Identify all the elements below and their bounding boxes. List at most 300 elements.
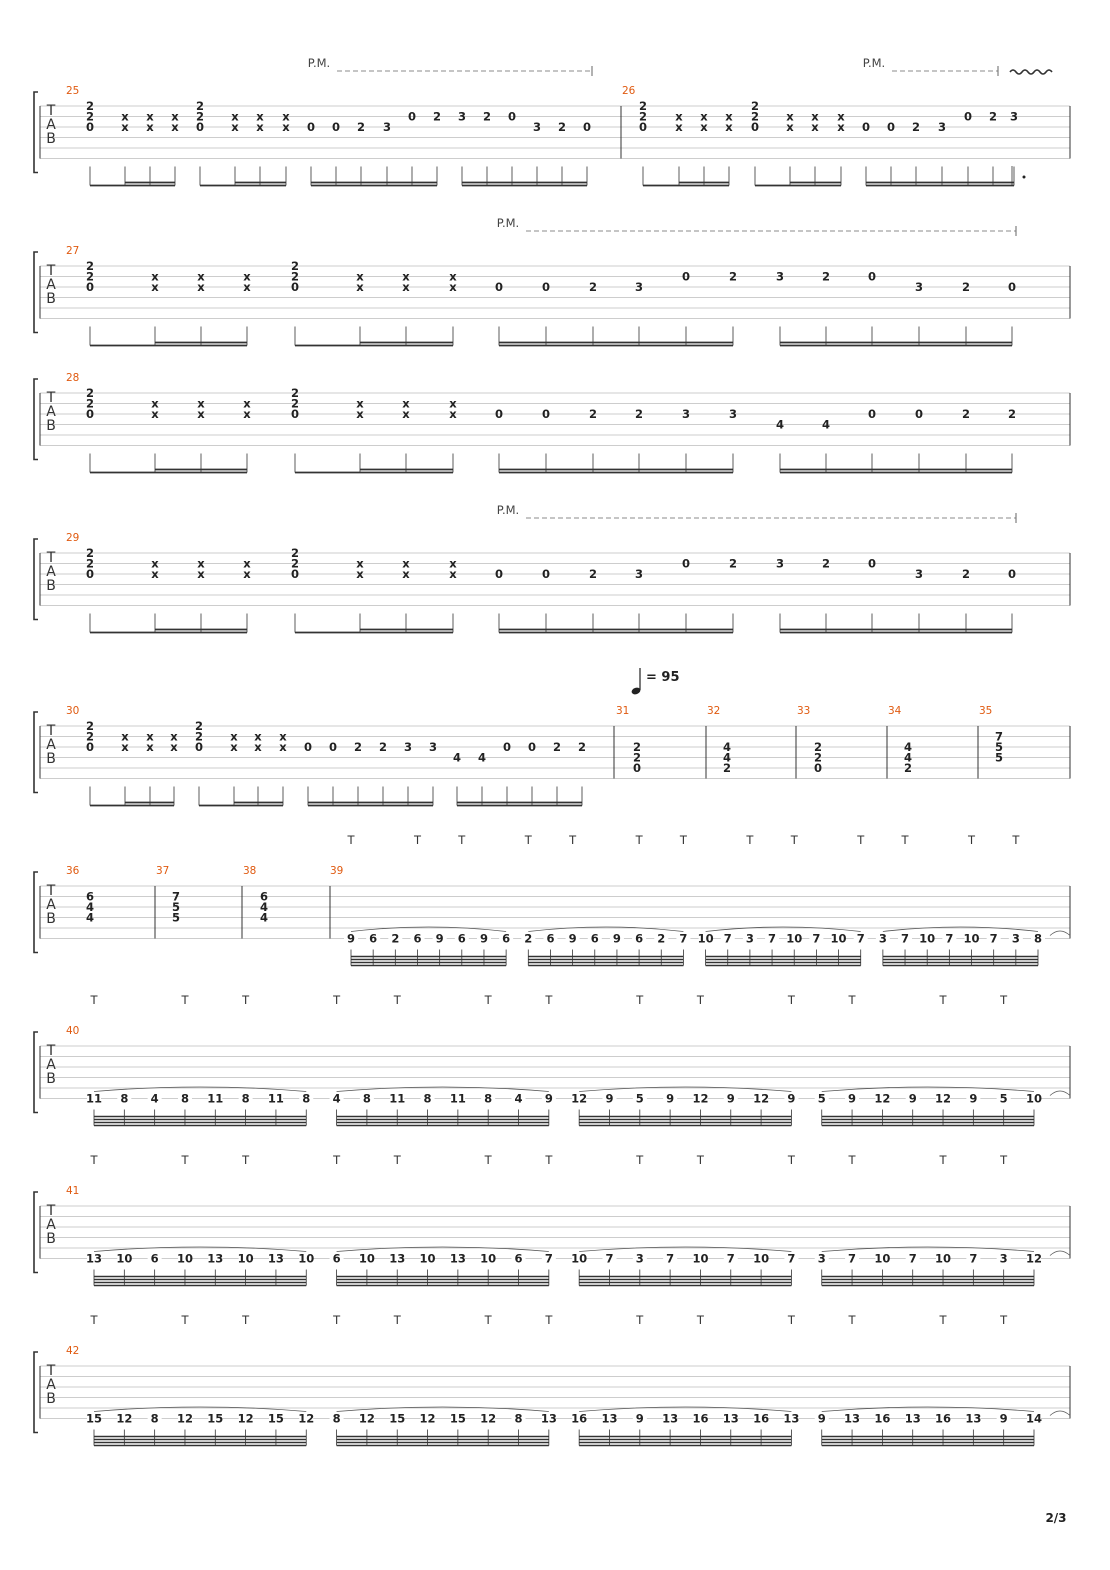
fret-number: 4 [903, 750, 913, 765]
tab-clef-b: B [46, 1231, 56, 1247]
fret-number: 0 [861, 120, 871, 134]
measure-number: 29 [66, 532, 80, 544]
tap-marker: T [635, 833, 643, 847]
measure-number: 25 [66, 85, 80, 97]
staff-system [34, 245, 1070, 346]
tab-clef-t: T [46, 263, 56, 279]
fret-number: 12 [358, 1411, 375, 1426]
tap-marker: T [848, 993, 856, 1007]
fret-number: x [402, 567, 410, 581]
tap-marker: T [242, 1153, 250, 1167]
fret-number: 2 [290, 546, 300, 560]
fret-number: x [279, 729, 287, 744]
measure-number: 27 [66, 245, 80, 257]
fret-number: 3 [999, 1251, 1008, 1266]
fret-number: 2 [813, 740, 823, 754]
system-bracket [34, 872, 38, 953]
fret-number: 2 [85, 546, 95, 560]
fret-number: 8 [362, 1091, 371, 1106]
fret-number: 13 [662, 1411, 679, 1426]
fret-number: 13 [601, 1411, 618, 1426]
fret-number: 10 [963, 931, 980, 946]
fret-number: 3 [1011, 931, 1020, 946]
tap-marker: T [347, 833, 355, 847]
fret-number: x [231, 109, 239, 124]
fret-number: 2 [85, 109, 95, 124]
fret-number: 12 [753, 1091, 770, 1106]
fret-number: 4 [332, 1091, 341, 1106]
fret-number: 0 [195, 120, 205, 134]
fret-number: 0 [331, 120, 341, 134]
fret-number: 7 [768, 931, 777, 946]
fret-number: 2 [378, 740, 388, 754]
fret-number: 2 [632, 750, 642, 765]
fret-number: x [254, 729, 262, 744]
fret-number: 3 [775, 556, 785, 571]
fret-number: 12 [298, 1411, 315, 1426]
measure-number: 30 [66, 705, 80, 717]
fret-number: x [171, 120, 179, 134]
tap-marker: T [458, 833, 466, 847]
fret-number: 7 [908, 1251, 917, 1266]
fret-number: 9 [435, 931, 444, 946]
tap-marker: T [484, 1313, 492, 1327]
fret-number: 10 [116, 1251, 133, 1266]
fret-number: 4 [821, 417, 831, 432]
fret-number: 4 [452, 750, 462, 765]
fret-number: 4 [775, 417, 785, 432]
tap-marker: T [181, 1313, 189, 1327]
fret-number: 3 [878, 931, 887, 946]
fret-number: 9 [479, 931, 488, 946]
fret-number: 11 [389, 1091, 406, 1106]
vibrato-mark [1010, 70, 1052, 74]
fret-number: x [151, 556, 159, 571]
fret-number: 8 [332, 1411, 341, 1426]
tab-clef-t: T [46, 103, 56, 119]
fret-number: 0 [85, 280, 95, 294]
fret-number: x [230, 740, 238, 754]
fret-number: 2 [85, 556, 95, 571]
measure-number: 33 [797, 705, 811, 717]
fret-number: 0 [813, 761, 823, 775]
fret-number: x [151, 396, 159, 411]
fret-number: 0 [914, 407, 924, 421]
palm-mute-label: P.M. [496, 503, 520, 517]
measure-number: 41 [66, 1185, 80, 1197]
fret-number: 0 [494, 567, 504, 581]
tap-marker: T [90, 1313, 98, 1327]
tap-marker: T [1000, 1153, 1008, 1167]
fret-number: 10 [874, 1251, 891, 1266]
fret-number: 0 [407, 109, 417, 124]
fret-number: 6 [259, 889, 269, 904]
fret-number: 8 [150, 1411, 159, 1426]
fret-number: 2 [961, 280, 971, 294]
fret-number: 3 [1009, 109, 1019, 124]
fret-number: 9 [346, 931, 356, 946]
fret-number: 7 [812, 931, 821, 946]
fret-number: 3 [728, 407, 738, 421]
fret-number: 3 [937, 120, 947, 134]
fret-number: 3 [817, 1251, 826, 1266]
fret-number: 12 [419, 1411, 436, 1426]
tap-marker: T [790, 833, 798, 847]
fret-number: x [256, 109, 264, 124]
tab-clef-t: T [46, 550, 56, 566]
fret-number: x [170, 729, 178, 744]
fret-number: 10 [419, 1251, 436, 1266]
fret-number: 2 [813, 750, 823, 765]
fret-number: 9 [999, 1411, 1008, 1426]
fret-number: 6 [85, 889, 95, 904]
fret-number: x [449, 396, 457, 411]
fret-number: 0 [306, 120, 316, 134]
tab-clef-a: A [46, 404, 56, 420]
fret-number: 0 [328, 740, 338, 754]
fret-number: 13 [449, 1251, 466, 1266]
fret-number: 9 [666, 1091, 675, 1106]
tap-marker: T [393, 1313, 401, 1327]
fret-number: 0 [527, 740, 537, 754]
fret-number: 2 [85, 729, 95, 744]
fret-number: 3 [403, 740, 413, 754]
fret-number: 12 [480, 1411, 497, 1426]
fret-number: 8 [484, 1091, 493, 1106]
fret-number: 7 [856, 931, 865, 946]
fret-number: 12 [692, 1091, 709, 1106]
fret-number: x [121, 740, 129, 754]
measure-number: 36 [66, 865, 80, 877]
system-bracket [34, 379, 38, 460]
system-bracket [34, 1032, 38, 1113]
fret-number: 0 [681, 556, 691, 571]
measure-number: 42 [66, 1345, 80, 1357]
fret-number: 9 [544, 1091, 553, 1106]
fret-number: 9 [612, 931, 621, 946]
tap-marker: T [484, 1153, 492, 1167]
fret-number: 12 [237, 1411, 254, 1426]
staccato-dot [1023, 176, 1026, 179]
fret-number: x [402, 396, 410, 411]
tap-marker: T [939, 1153, 947, 1167]
tap-marker: T [787, 1153, 795, 1167]
fret-number: x [243, 396, 251, 411]
fret-number: 16 [935, 1411, 952, 1426]
fret-number: 16 [753, 1411, 770, 1426]
fret-number: 6 [369, 931, 378, 946]
fret-number: 5 [994, 750, 1004, 765]
fret-number: 2 [290, 556, 300, 571]
fret-number: 4 [259, 910, 269, 925]
fret-number: 4 [722, 740, 732, 754]
fret-number: 5 [817, 1091, 826, 1106]
fret-number: 8 [1033, 931, 1043, 946]
fret-number: 15 [449, 1411, 466, 1426]
fret-number: 2 [85, 719, 95, 733]
fret-number: 2 [750, 99, 760, 113]
tie-arc [1050, 1411, 1070, 1416]
tap-marker: T [333, 1153, 341, 1167]
fret-number: 2 [482, 109, 492, 124]
fret-number: 0 [886, 120, 896, 134]
fret-number: 3 [634, 567, 644, 581]
staff-system [34, 705, 1070, 806]
tap-marker: T [848, 1153, 856, 1167]
tap-marker: T [484, 993, 492, 1007]
tab-clef-t: T [46, 883, 56, 899]
fret-number: 2 [356, 120, 366, 134]
fret-number: 5 [999, 1091, 1008, 1106]
tap-marker: T [636, 993, 644, 1007]
fret-number: 13 [540, 1411, 557, 1426]
fret-number: x [282, 120, 290, 134]
tie-arc [1050, 1091, 1070, 1096]
fret-number: 15 [85, 1411, 103, 1426]
fret-number: 13 [965, 1411, 982, 1426]
fret-number: 0 [494, 407, 504, 421]
fret-number: 6 [590, 931, 599, 946]
fret-number: 4 [150, 1091, 159, 1106]
fret-number: 5 [635, 1091, 644, 1106]
fret-number: 2 [290, 259, 300, 273]
tap-marker: T [1000, 993, 1008, 1007]
fret-number: 6 [514, 1251, 523, 1266]
fret-number: 3 [382, 120, 392, 134]
fret-number: 6 [332, 1251, 341, 1266]
fret-number: 9 [848, 1091, 857, 1106]
fret-number: 2 [290, 396, 300, 411]
fret-number: 7 [848, 1251, 857, 1266]
fret-number: 12 [935, 1091, 952, 1106]
fret-number: 0 [494, 280, 504, 294]
fret-number: 13 [722, 1411, 739, 1426]
fret-number: 2 [961, 407, 971, 421]
fret-number: 2 [903, 761, 913, 775]
fret-number: 16 [874, 1411, 891, 1426]
fret-number: 2 [911, 120, 921, 134]
staff-system [34, 372, 1070, 473]
fret-number: x [243, 280, 251, 294]
tab-clef-a: A [46, 117, 56, 133]
fret-number: 4 [722, 750, 732, 765]
fret-number: 2 [821, 269, 831, 284]
tap-marker: T [857, 833, 865, 847]
fret-number: 2 [634, 407, 644, 421]
fret-number: 4 [514, 1091, 523, 1106]
fret-number: x [449, 407, 457, 421]
fret-number: x [256, 120, 264, 134]
fret-number: 6 [413, 931, 422, 946]
fret-number: 3 [635, 1251, 644, 1266]
tap-marker: T [333, 1313, 341, 1327]
measure-number: 31 [616, 705, 630, 717]
fret-number: x [171, 109, 179, 124]
fret-number: 2 [728, 556, 738, 571]
fret-number: 2 [728, 269, 738, 284]
fret-number: 7 [901, 931, 910, 946]
fret-number: 9 [568, 931, 577, 946]
fret-number: 0 [1007, 567, 1017, 581]
fret-number: 9 [726, 1091, 735, 1106]
fret-number: 12 [176, 1411, 193, 1426]
fret-number: x [151, 407, 159, 421]
tab-clef-b: B [46, 418, 56, 434]
fret-number: 10 [830, 931, 847, 946]
fret-number: 7 [544, 1251, 553, 1266]
tap-marker: T [413, 833, 421, 847]
fret-number: 2 [588, 567, 598, 581]
fret-number: 8 [120, 1091, 129, 1106]
fret-number: x [151, 567, 159, 581]
fret-number: 2 [638, 109, 648, 124]
fret-number: 2 [432, 109, 442, 124]
fret-number: 0 [194, 740, 204, 754]
fret-number: x [356, 280, 364, 294]
fret-number: x [449, 269, 457, 284]
fret-number: x [146, 120, 154, 134]
tap-marker: T [333, 993, 341, 1007]
fret-number: 0 [638, 120, 648, 134]
tempo-value: = 95 [646, 670, 680, 685]
fret-number: 0 [867, 269, 877, 284]
tap-marker: T [545, 993, 553, 1007]
staff-system [34, 993, 1070, 1126]
staff-system [34, 1153, 1070, 1286]
fret-number: 6 [457, 931, 466, 946]
fret-number: 10 [358, 1251, 375, 1266]
fret-number: 10 [176, 1251, 193, 1266]
fret-number: 7 [969, 1251, 978, 1266]
fret-number: 3 [634, 280, 644, 294]
measure-number: 39 [330, 865, 344, 877]
fret-number: 10 [237, 1251, 254, 1266]
fret-number: 7 [679, 931, 688, 946]
fret-number: 0 [507, 109, 517, 124]
tab-clef-a: A [46, 1377, 56, 1393]
fret-number: 3 [457, 109, 467, 124]
fret-number: 2 [552, 740, 562, 754]
measure-number: 37 [156, 865, 170, 877]
fret-number: 2 [85, 259, 95, 273]
fret-number: 9 [787, 1091, 796, 1106]
fret-number: 15 [267, 1411, 284, 1426]
fret-number: 10 [480, 1251, 497, 1266]
fret-number: x [675, 120, 683, 134]
fret-number: 13 [389, 1251, 406, 1266]
fret-number: 0 [681, 269, 691, 284]
fret-number: x [151, 280, 159, 294]
fret-number: 5 [994, 740, 1004, 754]
fret-number: x [675, 109, 683, 124]
fret-number: x [402, 556, 410, 571]
measure-number: 40 [66, 1025, 80, 1037]
fret-number: 2 [988, 109, 998, 124]
fret-number: 2 [194, 719, 204, 733]
tap-marker: T [901, 833, 909, 847]
tap-marker: T [696, 993, 704, 1007]
fret-number: 6 [150, 1251, 159, 1266]
fret-number: 2 [290, 269, 300, 284]
tap-marker: T [696, 1313, 704, 1327]
fret-number: 12 [874, 1091, 891, 1106]
tab-clef-a: A [46, 897, 56, 913]
tap-marker: T [524, 833, 532, 847]
fret-number: 9 [635, 1411, 644, 1426]
tap-marker: T [968, 833, 976, 847]
fret-number: x [197, 556, 205, 571]
fret-number: 7 [989, 931, 998, 946]
fret-number: 2 [85, 396, 95, 411]
fret-number: 0 [290, 407, 300, 421]
fret-number: 5 [171, 900, 181, 914]
fret-number: x [725, 109, 733, 124]
fret-number: 7 [723, 931, 732, 946]
fret-number: 2 [961, 567, 971, 581]
measure-number: 28 [66, 372, 80, 384]
fret-number: 13 [844, 1411, 861, 1426]
fret-number: x [243, 269, 251, 284]
system-bracket [34, 1352, 38, 1433]
tab-clef-a: A [46, 277, 56, 293]
fret-number: x [282, 109, 290, 124]
tab-clef-b: B [46, 1071, 56, 1087]
fret-number: 11 [85, 1091, 103, 1106]
fret-number: x [356, 396, 364, 411]
fret-number: x [356, 407, 364, 421]
fret-number: x [837, 109, 845, 124]
tap-marker: T [696, 1153, 704, 1167]
fret-number: x [402, 407, 410, 421]
fret-number: 2 [588, 280, 598, 294]
fret-number: 8 [302, 1091, 311, 1106]
fret-number: x [811, 109, 819, 124]
system-bracket [34, 92, 38, 173]
tab-clef-t: T [46, 1363, 56, 1379]
fret-number: 0 [303, 740, 313, 754]
fret-number: 16 [692, 1411, 709, 1426]
tab-clef-t: T [46, 1043, 56, 1059]
fret-number: 2 [821, 556, 831, 571]
fret-number: 0 [541, 280, 551, 294]
fret-number: x [786, 109, 794, 124]
fret-number: 7 [171, 889, 181, 904]
tap-marker: T [939, 1313, 947, 1327]
fret-number: 2 [722, 761, 732, 775]
fret-number: x [170, 740, 178, 754]
fret-number: 8 [180, 1091, 189, 1106]
fret-number: x [243, 567, 251, 581]
fret-number: 4 [259, 900, 269, 914]
fret-number: 10 [1025, 1091, 1043, 1106]
fret-number: x [279, 740, 287, 754]
fret-number: 4 [903, 740, 913, 754]
tie-arc [1050, 1251, 1070, 1256]
measure-number: 26 [622, 85, 636, 97]
measure-number: 34 [888, 705, 902, 717]
fret-number: 8 [423, 1091, 432, 1106]
fret-number: 0 [541, 567, 551, 581]
fret-number: 2 [577, 740, 587, 754]
tap-marker: T [569, 833, 577, 847]
fret-number: x [146, 729, 154, 744]
fret-number: 4 [85, 910, 95, 925]
fret-number: 14 [1025, 1411, 1043, 1426]
tap-marker: T [90, 993, 98, 1007]
fret-number: x [837, 120, 845, 134]
fret-number: 7 [945, 931, 954, 946]
tab-clef-t: T [46, 390, 56, 406]
